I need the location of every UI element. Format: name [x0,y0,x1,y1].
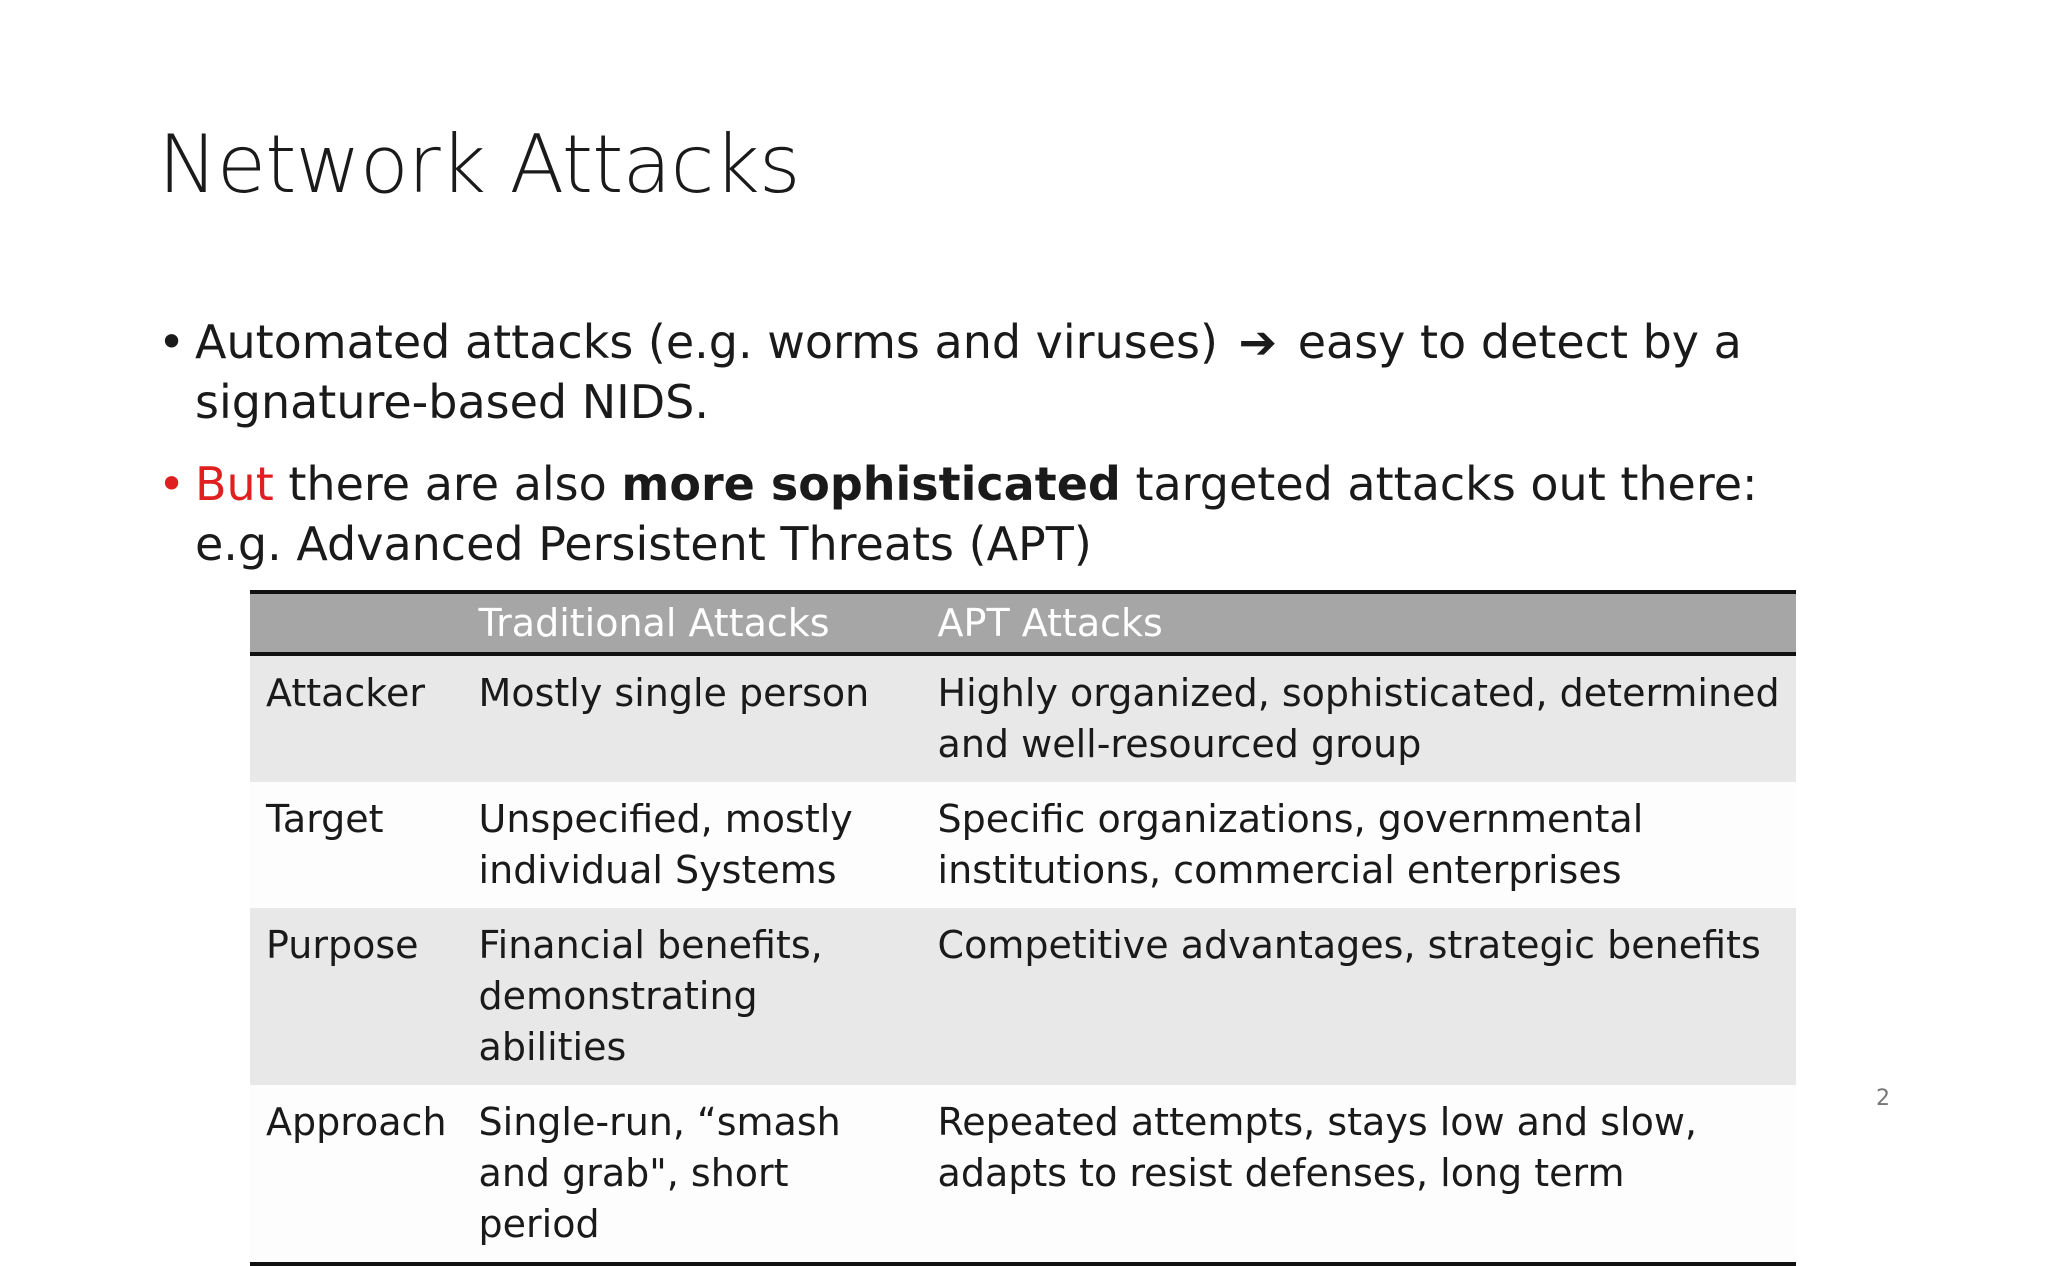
bullet-item-automated [158,312,1758,432]
table-cell: Unspecified, mostly individual Systems [478,797,853,892]
table-header-cell [250,592,463,654]
table-cell: Competitive advantages, strategic benefits [937,923,1761,967]
table-row-label: Attacker [266,671,425,715]
bullet-list [158,312,1758,596]
bullet-text: easy to detect by a signature-based NIDS. [195,315,1742,429]
page-number: 2 [1876,1086,1890,1111]
table-cell: Single-run, “smash and grab", short period [478,1100,841,1246]
right-arrow-icon: ➔ [1238,315,1278,369]
emphasis-red-text: But [195,457,274,511]
table-row [250,654,1796,782]
table-header-cell: APT Attacks [937,600,1163,645]
emphasis-bold-text: more sophisticated [621,457,1121,511]
bullet-dot-icon: • [158,315,186,369]
table-header-cell: Traditional Attacks [478,600,830,645]
table-cell: Mostly single person [478,671,870,715]
table-header-row [250,592,1796,654]
table-row [250,1085,1796,1264]
bullet-dot-icon: • [158,457,186,511]
table-row-label: Approach [266,1100,447,1144]
table-row-label: Purpose [266,923,419,967]
bullet-text: targeted attacks out there: e.g. Advanced Persistent Threats (APT) [195,457,1758,571]
table-row-label: Target [266,797,384,841]
table-row [250,782,1796,908]
bullet-text: Automated attacks (e.g. worms and viruses) [195,315,1218,369]
bullet-text: there are also [273,457,622,511]
slide-title: Network Attacks [158,118,800,211]
table-cell: Highly organized, sophisticated, determined and well-resourced group [937,671,1780,766]
bullet-item-sophisticated [158,454,1758,574]
table-row [250,908,1796,1085]
table-cell: Specific organizations, governmental institutions, commercial enterprises [937,797,1644,892]
comparison-table [250,590,1796,1266]
table-cell: Financial benefits, demonstrating abilities [478,923,823,1069]
table-cell: Repeated attempts, stays low and slow, adapts to resist defenses, long term [937,1100,1697,1195]
